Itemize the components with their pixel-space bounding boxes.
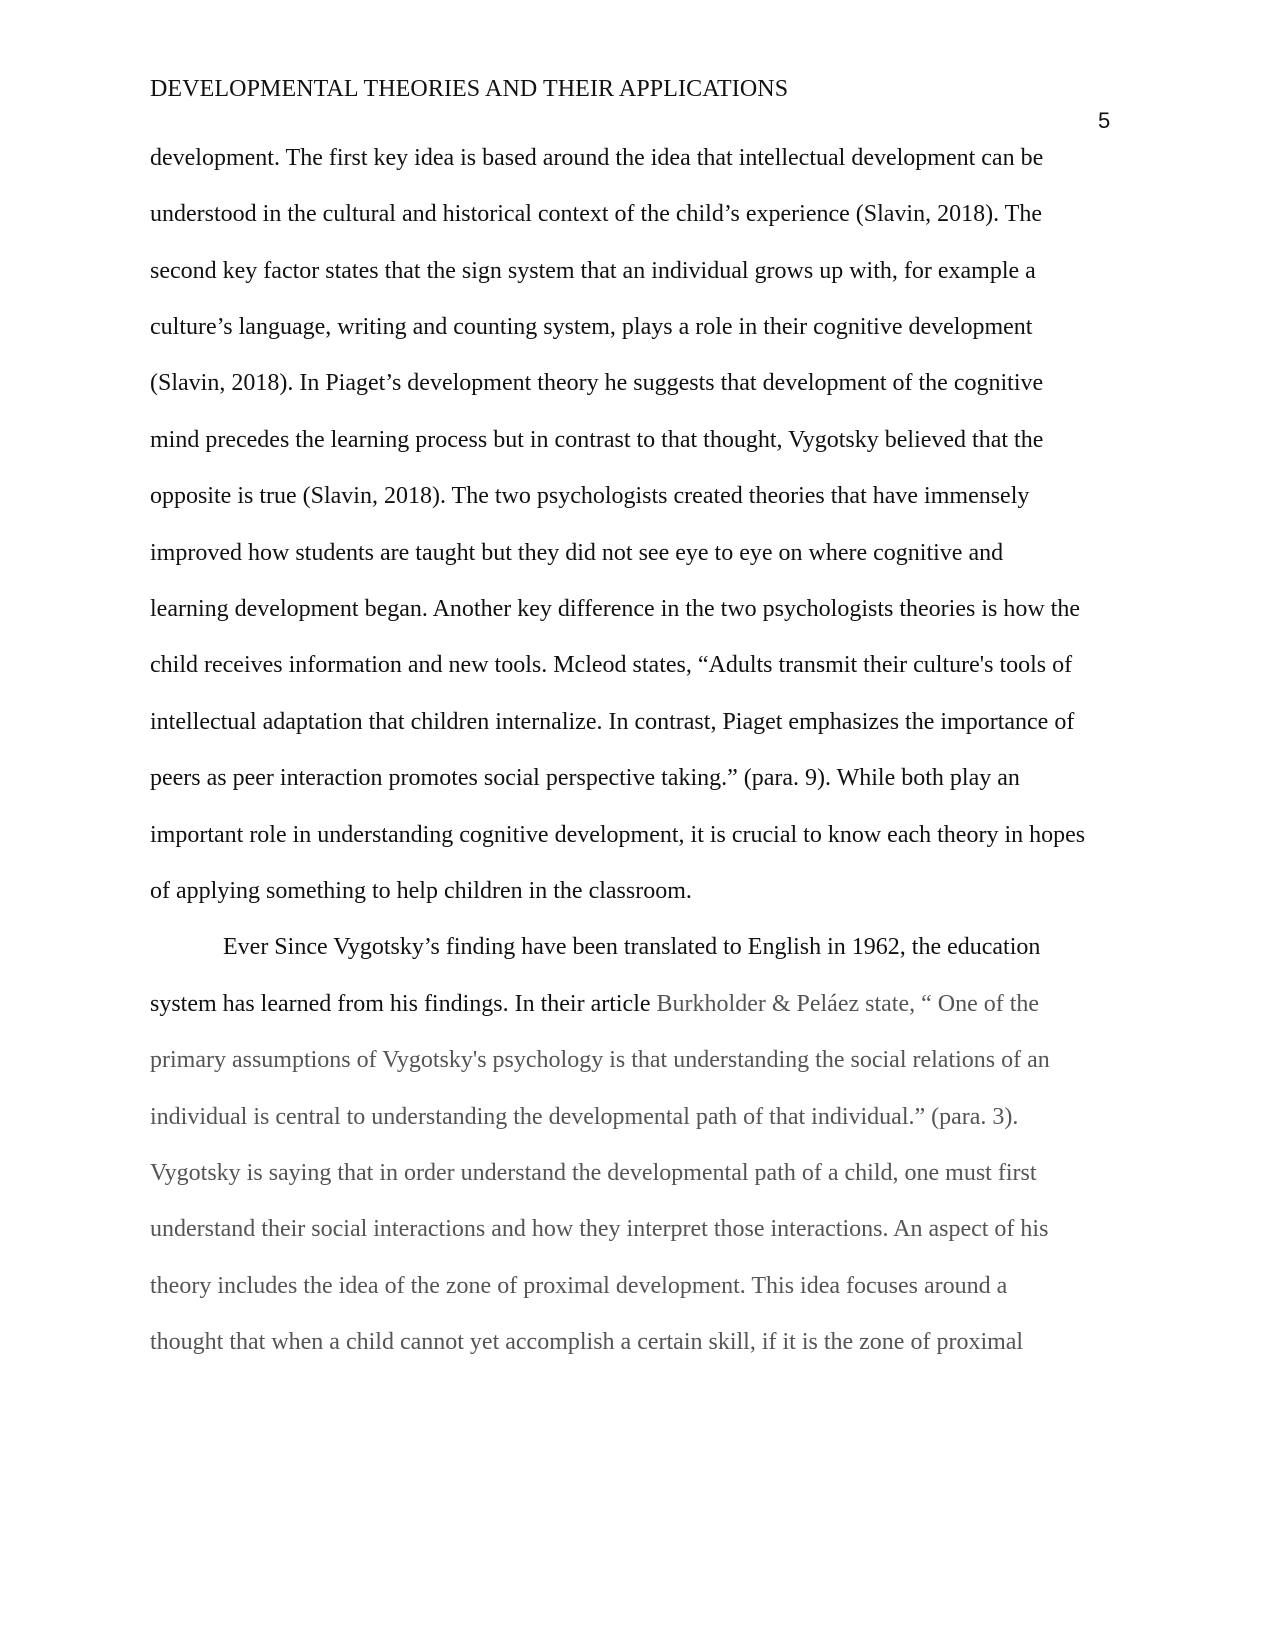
paragraph-line: improved how students are taught but they did not see eye to eye on where cognitive and: [150, 540, 1004, 566]
paragraph-line: of applying something to help children in the classroom.: [150, 878, 692, 904]
paragraph-line: (Slavin, 2018). In Piaget’s development theory he suggests that development of the cognitive: [150, 370, 1044, 396]
paragraph-line: primary assumptions of Vygotsky's psychology is that understanding the social relations of an: [150, 1047, 1050, 1073]
page-number: 5: [1098, 108, 1111, 133]
paragraph-line: second key factor states that the sign system that an individual grows up with, for example a: [150, 258, 1036, 284]
line-text: system has learned from his findings. In their article: [150, 991, 657, 1017]
paragraph-line: intellectual adaptation that children internalize. In contrast, Piaget emphasizes the importance of: [150, 709, 1075, 735]
paragraph-line: development. The first key idea is based around the idea that intellectual development can be: [150, 145, 1044, 171]
paragraph-line: theory includes the idea of the zone of proximal development. This idea focuses around a: [150, 1273, 1008, 1299]
paragraph-line: important role in understanding cognitive development, it is crucial to know each theory in hopes: [150, 822, 1086, 848]
paragraph-line: understood in the cultural and historical context of the child’s experience (Slavin, 2018). The: [150, 201, 1042, 227]
quoted-text: Burkholder & Peláez state, “ One of the: [656, 991, 1040, 1017]
paragraph-line: thought that when a child cannot yet accomplish a certain skill, if it is the zone of proximal: [150, 1329, 1024, 1355]
paragraph-line: learning development began. Another key difference in the two psychologists theories is how the: [150, 596, 1080, 622]
paragraph-line: [150, 989, 1039, 1019]
paragraph-line: Ever Since Vygotsky’s finding have been translated to English in 1962, the education: [223, 934, 1041, 960]
paragraph-line: opposite is true (Slavin, 2018). The two psychologists created theories that have immensely: [150, 483, 1030, 509]
paragraph-line: individual is central to understanding the developmental path of that individual.” (para. 3).: [150, 1104, 1019, 1130]
running-head: DEVELOPMENTAL THEORIES AND THEIR APPLICATIONS: [150, 76, 789, 102]
paragraph-line: child receives information and new tools. Mcleod states, “Adults transmit their culture's tools of: [150, 652, 1073, 678]
paragraph-line: culture’s language, writing and counting system, plays a role in their cognitive development: [150, 314, 1033, 340]
paragraph-line: Vygotsky is saying that in order understand the developmental path of a child, one must first: [150, 1160, 1037, 1186]
paragraph-line: understand their social interactions and how they interpret those interactions. An aspect of his: [150, 1216, 1049, 1242]
paragraph-line: mind precedes the learning process but in contrast to that thought, Vygotsky believed that the: [150, 427, 1044, 453]
paragraph-line: peers as peer interaction promotes social perspective taking.” (para. 9). While both play an: [150, 765, 1020, 791]
